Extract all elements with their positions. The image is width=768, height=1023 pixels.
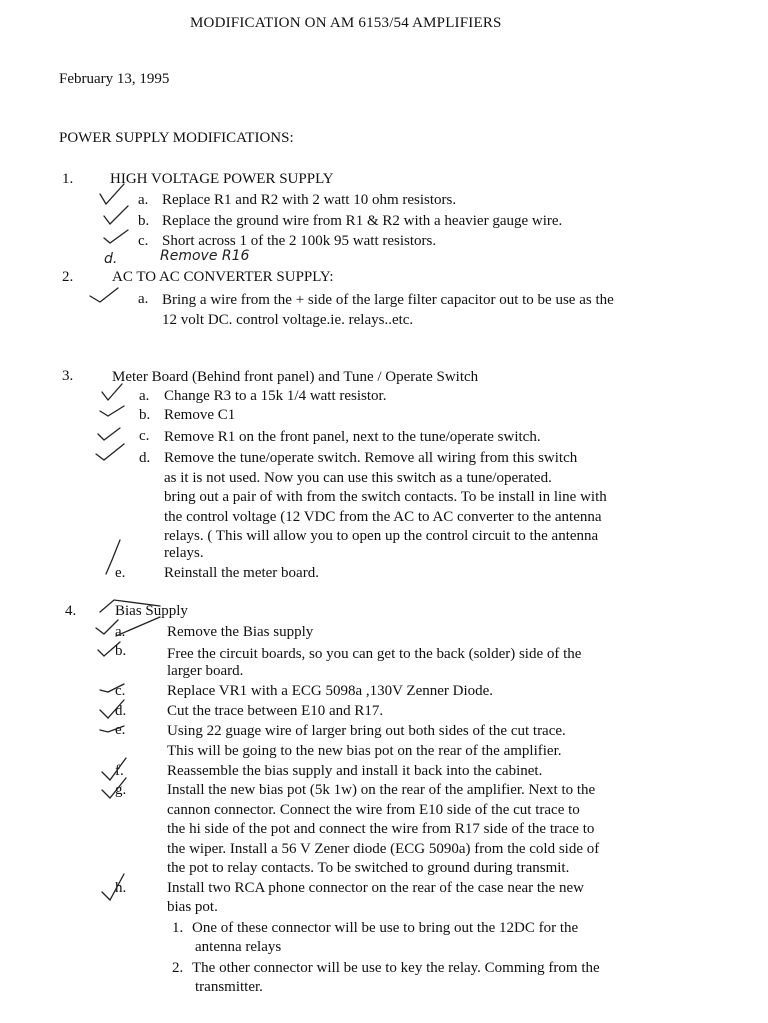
item-letter: a. <box>139 388 150 404</box>
check-mark <box>104 206 128 224</box>
section-title: Bias Supply <box>115 603 188 619</box>
item-text: the hi side of the pot and connect the wire from R17 side of the trace to <box>167 821 595 837</box>
section-number: 1. <box>62 171 74 187</box>
item-text: Bring a wire from the + side of the large filter capacitor out to be use as the <box>162 292 614 308</box>
item-text: the control voltage (12 VDC from the AC to AC converter to the antenna <box>164 509 602 525</box>
item-text: 12 volt DC. control voltage.ie. relays..etc. <box>162 312 414 328</box>
item-text: relays. <box>164 545 204 561</box>
item-text: Replace VR1 with a ECG 5098a ,130V Zenner Diode. <box>167 683 494 699</box>
item-letter: b. <box>115 643 127 659</box>
item-letter: f. <box>115 763 124 779</box>
item-letter: d. <box>115 703 127 719</box>
item-text: Install the new bias pot (5k 1w) on the rear of the amplifier. Next to the <box>167 782 596 798</box>
check-mark <box>100 726 124 732</box>
subitem-text: antenna relays <box>195 939 282 955</box>
item-letter: d. <box>139 450 151 466</box>
item-text: Remove C1 <box>164 407 236 423</box>
document-title: MODIFICATION ON AM 6153/54 AMPLIFIERS <box>190 15 502 31</box>
item-text: Remove R1 on the front panel, next to the tune/operate switch. <box>164 429 541 445</box>
item-text: Cut the trace between E10 and R17. <box>167 703 384 719</box>
item-letter: e. <box>115 565 126 581</box>
section-number: 2. <box>62 269 74 285</box>
item-letter: a. <box>115 624 126 640</box>
check-mark <box>96 444 124 460</box>
item-text: Replace R1 and R2 with 2 watt 10 ohm resistors. <box>162 192 457 208</box>
item-letter: e. <box>115 722 126 738</box>
document-date: February 13, 1995 <box>59 71 170 87</box>
check-mark <box>100 684 124 692</box>
check-mark <box>102 758 126 780</box>
item-letter: b. <box>138 213 150 229</box>
item-text: relays. ( This will allow you to open up the control circuit to the antenna <box>164 528 599 544</box>
check-mark <box>100 700 127 719</box>
item-text: the pot to relay contacts. To be switched to ground during transmit. <box>167 860 570 876</box>
section-title: AC TO AC CONVERTER SUPPLY: <box>112 269 334 285</box>
pen-stroke <box>100 600 160 612</box>
item-text: Remove the tune/operate switch. Remove all wiring from this switch <box>164 450 578 466</box>
section-number: 4. <box>65 603 77 619</box>
item-text: Replace the ground wire from R1 & R2 with a heavier gauge wire. <box>162 213 563 229</box>
item-text: Using 22 guage wire of larger bring out both sides of the cut trace. <box>167 723 566 739</box>
item-letter: c. <box>115 683 126 699</box>
check-mark <box>96 617 160 636</box>
item-text: Reinstall the meter board. <box>164 565 319 581</box>
item-text: Remove the Bias supply <box>167 624 314 640</box>
check-mark <box>98 642 120 656</box>
item-text: cannon connector. Connect the wire from E10 side of the cut trace to <box>167 802 580 818</box>
item-text: Free the circuit boards, so you can get to the back (solder) side of the <box>167 646 582 662</box>
check-mark <box>100 406 124 416</box>
item-text: bring out a pair of with from the switch contacts. To be install in line with <box>164 489 607 505</box>
item-letter: h. <box>115 880 127 896</box>
item-text: Install two RCA phone connector on the rear of the case near the new <box>167 880 584 896</box>
item-text: This will be going to the new bias pot on the rear of the amplifier. <box>167 743 562 759</box>
item-text: as it is not used. Now you can use this switch as a tune/operated. <box>164 470 552 486</box>
check-mark <box>100 184 124 204</box>
item-text: Change R3 to a 15k 1/4 watt resistor. <box>164 388 387 404</box>
subitem-number: 1. <box>172 920 184 936</box>
subitem-text: The other connector will be use to key the relay. Comming from the <box>192 960 600 976</box>
handwritten-note: Remove R16 <box>160 248 250 264</box>
item-text: Reassemble the bias supply and install it back into the cabinet. <box>167 763 543 779</box>
item-text: larger board. <box>167 663 244 679</box>
item-text: bias pot. <box>167 899 218 915</box>
section-title: HIGH VOLTAGE POWER SUPPLY <box>110 171 334 187</box>
subitem-text: transmitter. <box>195 979 263 995</box>
section-heading: POWER SUPPLY MODIFICATIONS: <box>59 130 294 146</box>
check-mark <box>102 778 126 798</box>
item-text: the wiper. Install a 56 V Zener diode (ECG 5090a) from the cold side of <box>167 841 600 857</box>
check-mark <box>102 874 127 900</box>
item-letter: g. <box>115 782 127 798</box>
item-text: Short across 1 of the 2 100k 95 watt resistors. <box>162 233 437 249</box>
item-letter: c. <box>139 428 150 444</box>
item-letter: b. <box>139 407 151 423</box>
check-mark <box>102 384 122 400</box>
check-mark <box>104 230 128 243</box>
subitem-text: One of these connector will be use to bring out the 12DC for the <box>192 920 579 936</box>
item-letter: c. <box>138 233 149 249</box>
section-title: Meter Board (Behind front panel) and Tune / Operate Switch <box>112 369 479 385</box>
subitem-number: 2. <box>172 960 184 976</box>
check-mark <box>98 428 120 440</box>
check-mark <box>90 288 118 302</box>
item-letter: a. <box>138 192 149 208</box>
check-mark <box>106 540 120 574</box>
section-number: 3. <box>62 368 74 384</box>
handwritten-letter: d. <box>104 251 118 267</box>
item-letter: a. <box>138 291 149 307</box>
